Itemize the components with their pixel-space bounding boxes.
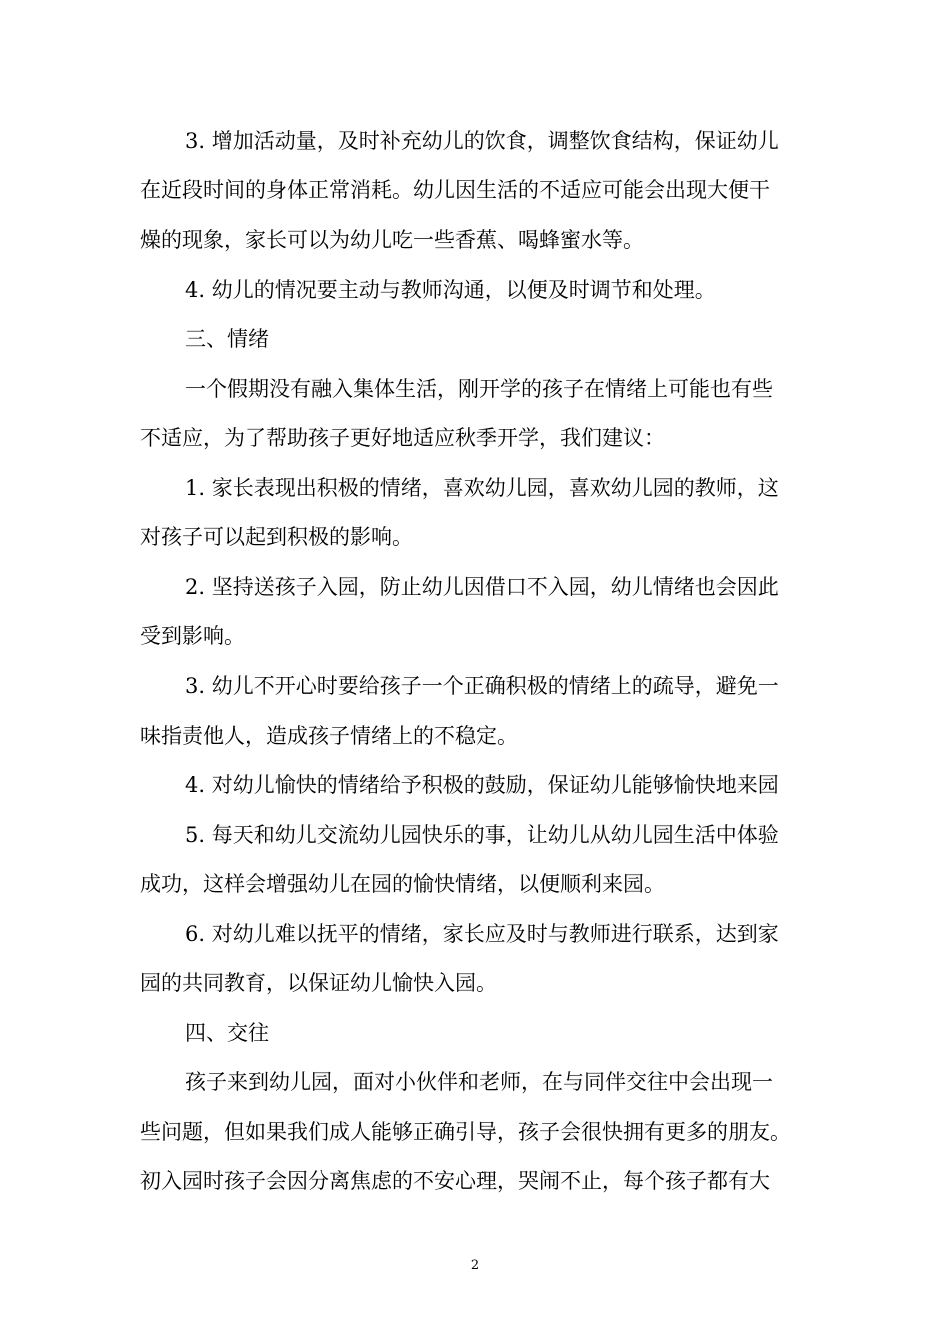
text-line: 4. 对幼儿愉快的情绪给予积极的鼓励，保证幼儿能够愉快地来园 bbox=[185, 773, 779, 797]
page-number: 2 bbox=[470, 1258, 480, 1273]
text-line: 不适应，为了帮助孩子更好地适应秋季开学，我们建议： bbox=[140, 426, 665, 450]
text-line: 初入园时孩子会因分离焦虑的不安心理，哭闹不止，每个孩子都有大 bbox=[140, 1169, 770, 1193]
text-line: 4. 幼儿的情况要主动与教师沟通，以便及时调节和处理。 bbox=[185, 278, 716, 302]
text-line: 5. 每天和幼儿交流幼儿园快乐的事，让幼儿从幼儿园生活中体验 bbox=[185, 823, 779, 847]
section-heading: 四、交往 bbox=[185, 1021, 269, 1045]
text-line: 对孩子可以起到积极的影响。 bbox=[140, 525, 413, 549]
text-line: 园的共同教育，以保证幼儿愉快入园。 bbox=[140, 971, 497, 995]
text-line: 3. 增加活动量，及时补充幼儿的饮食，调整饮食结构，保证幼儿 bbox=[185, 129, 779, 153]
text-line: 1. 家长表现出积极的情绪，喜欢幼儿园，喜欢幼儿园的教师，这 bbox=[185, 476, 779, 500]
section-heading: 三、情绪 bbox=[185, 327, 269, 351]
text-line: 成功，这样会增强幼儿在园的愉快情绪，以便顺利来园。 bbox=[140, 872, 665, 896]
text-line: 在近段时间的身体正常消耗。幼儿因生活的不适应可能会出现大便干 bbox=[140, 178, 770, 202]
text-line: 些问题，但如果我们成人能够正确引导，孩子会很快拥有更多的朋友。 bbox=[140, 1120, 791, 1144]
text-line: 孩子来到幼儿园，面对小伙伴和老师，在与同伴交往中会出现一 bbox=[185, 1070, 773, 1094]
text-line: 一个假期没有融入集体生活，刚开学的孩子在情绪上可能也有些 bbox=[185, 377, 773, 401]
text-line: 味指责他人，造成孩子情绪上的不稳定。 bbox=[140, 724, 518, 748]
text-line: 6. 对幼儿难以抚平的情绪，家长应及时与教师进行联系，达到家 bbox=[185, 922, 779, 946]
text-line: 2. 坚持送孩子入园，防止幼儿因借口不入园，幼儿情绪也会因此 bbox=[185, 575, 779, 599]
text-line: 燥的现象，家长可以为幼儿吃一些香蕉、喝蜂蜜水等。 bbox=[140, 228, 644, 252]
text-line: 受到影响。 bbox=[140, 624, 245, 648]
text-line: 3. 幼儿不开心时要给孩子一个正确积极的情绪上的疏导，避免一 bbox=[185, 674, 779, 698]
